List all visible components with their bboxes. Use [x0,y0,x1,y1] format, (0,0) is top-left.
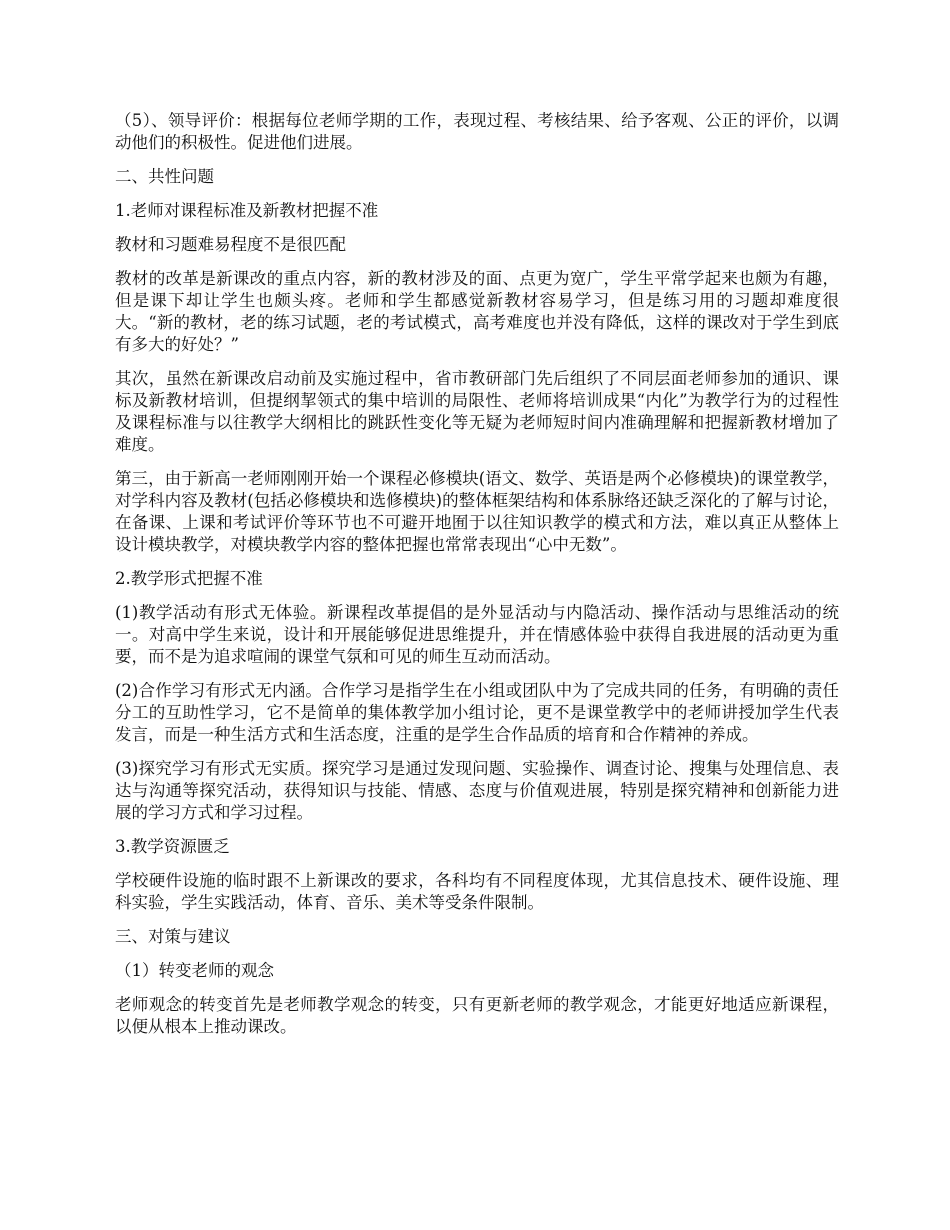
subheading-curriculum-standards: 1.老师对课程标准及新教材把握不准 [115,201,379,220]
paragraph-hardware-facilities: 学校硬件设施的临时跟不上新课改的要求，各科均有不同程度体现，尤其信息技术、硬件设施、理科实验，学生实践活动，体育、音乐、美术等受条件限制。 [115,871,839,912]
subheading-teaching-forms: 2.教学形式把握不准 [115,569,263,588]
section-heading-strategies: 三、对策与建议 [115,927,231,946]
paragraph-concept-change: 老师观念的转变首先是老师教学观念的转变，只有更新老师的教学观念，才能更好地适应新课程，以便从根本上推动课改。 [115,995,839,1036]
subheading-resource-shortage: 3.教学资源匮乏 [115,837,230,856]
paragraph-inquiry-learning: (3)探究学习有形式无实质。探究学习是通过发现问题、实验操作、调查讨论、搜集与处理信息、表达与沟通等探究活动，获得知识与技能、情感、态度与价值观进展，特别是探究精神和创新能力进展的学习方式和学习过程。 [115,759,839,822]
paragraph-activity-experience: (1)教学活动有形式无体验。新课程改革提倡的是外显活动与内隐活动、操作活动与思维活动的统一。对高中学生来说，设计和开展能够促进思维提升，并在情感体验中获得自我进展的活动更为重要，而不是为追求喧闹的课堂气氛和可见的师生互动而活动。 [115,603,839,666]
section-heading-common-issues: 二、共性问题 [115,167,214,186]
paragraph-secondly-training: 其次，虽然在新课改启动前及实施过程中，省市教研部门先后组织了不同层面老师参加的通识、课标及新教材培训，但提纲挈领式的集中培训的局限性、老师将培训成果“内化”为教学行为的过程性及课程标准与以往教学大纲相比的跳跃性变化等无疑为老师短时间内准确理解和把握新教材增加了难度。 [115,369,839,454]
document-page [115,110,839,1050]
paragraph-difficulty-mismatch: 教材和习题难易程度不是很匹配 [115,235,346,254]
paragraph-leader-evaluation: （5）、领导评价：根据每位老师学期的工作，表现过程、考核结果、给予客观、公正的评价，以调动他们的积极性。促进他们进展。 [115,111,839,152]
subheading-change-concepts: （1）转变老师的观念 [115,961,274,980]
paragraph-thirdly-modules: 第三，由于新高一老师刚刚开始一个课程必修模块(语文、数学、英语是两个必修模块)的课堂教学，对学科内容及教材(包括必修模块和选修模块)的整体框架结构和体系脉络还缺乏深化的了解与讨论，在备课、上课和考试评价等环节也不可避开地囿于以往知识教学的模式和方法，难以真正从整体上设计模块教学，对模块教学内容的整体把握也常常表现出“心中无数”。 [115,469,839,554]
paragraph-cooperative-learning: (2)合作学习有形式无内涵。合作学习是指学生在小组或团队中为了完成共同的任务，有明确的责任分工的互助性学习，它不是简单的集体教学加小组讨论，更不是课堂教学中的老师讲授加学生代表发言，而是一种生活方式和生活态度，注重的是学生合作品质的培育和合作精神的养成。 [115,681,839,744]
paragraph-textbook-reform: 教材的改革是新课改的重点内容，新的教材涉及的面、点更为宽广，学生平常学起来也颇为有趣，但是课下却让学生也颇头疼。老师和学生都感觉新教材容易学习，但是练习用的习题却难度很大。“新的教材，老的练习试题，老的考试模式，高考难度也并没有降低，这样的课改对于学生到底有多大的好处？” [115,269,839,354]
